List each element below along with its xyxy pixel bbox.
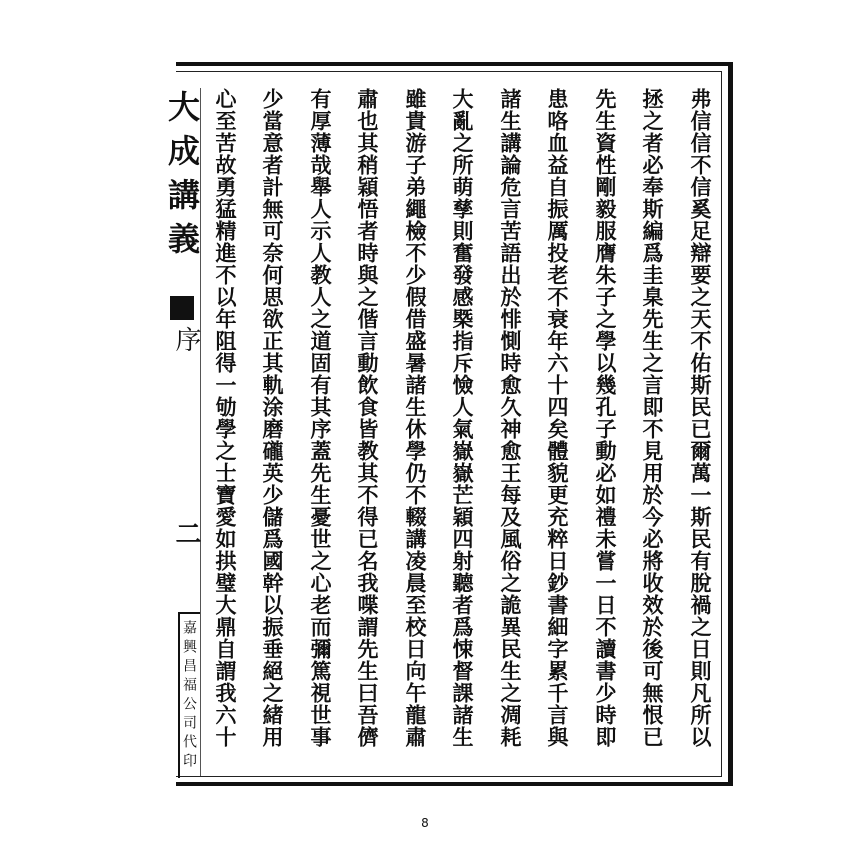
page-number-chinese: 二 xyxy=(171,520,201,546)
frame-inner-line xyxy=(176,71,722,72)
text-column: 少當意者計無可奈何思欲正其軌涂磨礲英少儲爲國幹以振垂絕之緒用 xyxy=(260,88,285,748)
text-column: 弗信信不信奚足辯要之天不佑斯民已爾萬一斯民有脫禍之日則凡所以 xyxy=(688,88,713,748)
publisher-imprint: 嘉興昌福公司代印 xyxy=(178,612,200,778)
text-column: 肅也其稍穎悟者時與之偕言動飲食皆教其不得已名我喋謂先生曰吾儕 xyxy=(355,88,380,748)
text-column: 雖貴游子弟繩檢不少假借盛暑諸生休學仍不輟講凌晨至校日向午龍肅 xyxy=(403,88,428,748)
text-column: 患咯血益自振厲投老不衰年六十四矣體貌更充粹日鈔書細字累千言與 xyxy=(545,88,570,748)
text-column: 拯之者必奉斯編爲圭臬先生之言即不見用於今必將收效於後可無恨已 xyxy=(640,88,665,748)
section-label: 序 xyxy=(171,326,201,352)
text-column: 心至苦故勇猛精進不以年阻得一劬學之士寶愛如拱璧大鼎自謂我六十 xyxy=(213,88,238,748)
book-title: 大成講義 xyxy=(163,90,201,266)
text-column: 諸生講論危言苦語出於悱惻時愈久神愈王每及風俗之詭異民生之凋耗 xyxy=(498,88,523,748)
text-column: 大亂之所萌孳則奮發感槩指斥憸人氣嶽嶽芒穎四射聽者爲悚督課諸生 xyxy=(450,88,475,748)
page-footer-number: 8 xyxy=(421,816,429,830)
text-column: 有厚薄哉舉人示人教人之道固有其序蓋先生憂世之心老而彌篤視世事 xyxy=(308,88,333,748)
black-block-mark xyxy=(170,296,194,320)
text-column: 先生資性剛毅服膺朱子之學以幾孔子動必如禮未嘗一日不讀書少時即 xyxy=(593,88,618,748)
